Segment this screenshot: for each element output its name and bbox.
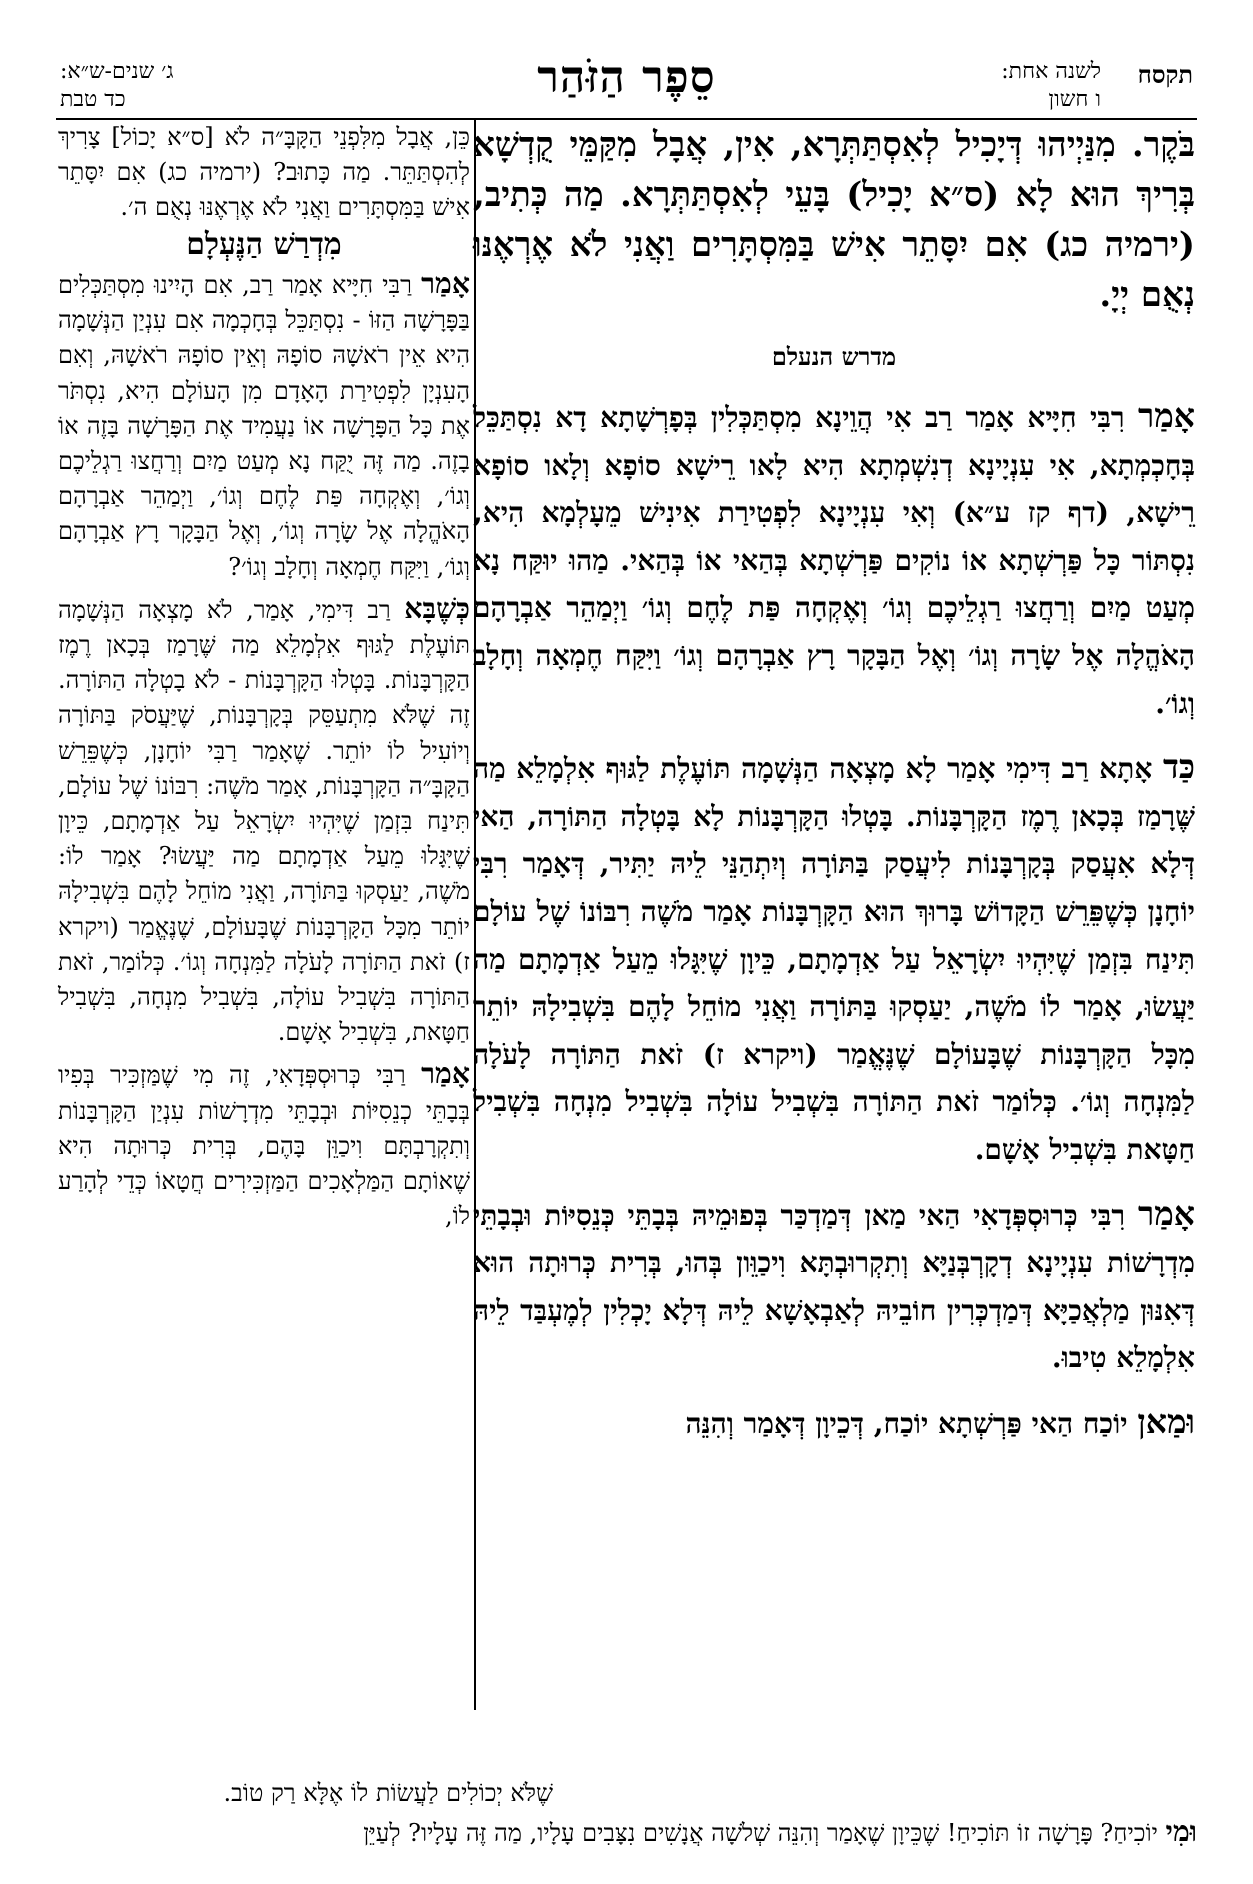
main-paragraph-3 [473,1190,1195,1382]
three-year-cycle-label: ג׳ שנים-ש״א: [60,59,174,84]
one-year-cycle-label: לשנה אחת: [1001,59,1101,84]
bottom-line2-text: יוֹכִיחַ? פָּרָשָׁה זוֹ תּוֹכִיחַ! שֶׁכֵּיוָן שֶׁאָמַר וְהִנֵּה שְׁלֹשָׁה אֲנָשִׁים נִצָּבִים עָלָיו, מַה זֶּה עָלָיו? לְעַיֵּן [363,1819,1166,1847]
side-section-heading: מִדְרַשׁ הַנֶּעְלָם [186,227,342,262]
page-title: סֵפֶר הַזֹּהַר [537,52,716,103]
main-para3-first-word: אָמַר [1137,1193,1195,1233]
main-aramaic-column [473,120,1195,1463]
bottom-line-2 [56,1814,1197,1850]
main-para1-text: רִבִּי חִיָּיא אָמַר רַב אִי הֲוֵינָא מִסְתַּכְּלִין בְּפָרְשָׁתָא דָא נִסְתַּכֵּל בְּחָכְמְתָא, אִי עִנְיָינָא דְנִשְׁמְתָא הִיא לָאו רֵישָׁא סוֹפָא וְלָאו סוֹפָא רֵישָׁא, (דף קז ע״א) וְאִי עִנְיָינָא לִפְטִירַת אִינִישׁ מֵעָלְמָא הִיא, נִסְתּוֹר כָּל פַּרְשְׁתָא אוֹ נוֹקִים פַּרְשְׁתָא בְּהַאי אוֹ בְּהַאי. מַהוּ יוּקַּח נָא מְעַט מַיִם וְרַחֲצוּ רַגְלֵיכֶם וְגוֹ׳ וְאֶקְחָה פַּת לֶחֶם וְגוֹ׳ וַיְמַהֵר אַבְרָהָם הָאֹהֱלָה אֶל שָׂרָה וְגוֹ׳ וְאֶל הַבָּקָר רָץ אַבְרָהָם וְגוֹ׳ וַיִּקַּח חֶמְאָה וְחָלָב וְגוֹ׳. [473,401,1195,720]
main-section-heading: מדרש הנעלם [771,342,897,371]
bottom-line-1: שֶׁלֹּא יְכוֹלִים לַעֲשׂוֹת לוֹ אֶלָּא רַק טוֹב. [223,1779,553,1807]
main-para4-first-word: וּמַאן [1137,1401,1195,1441]
side-paragraph-3 [58,1056,470,1234]
bottom-line2-first-word: וּמִי [1165,1814,1197,1848]
one-year-cycle-date: ו חשון [1048,87,1101,112]
side-para1-text: רַבִּי חִיָּיא אָמַר רַב, אִם הָיִינוּ מִסְתַּכְּלִים בַּפָּרָשָׁה הַזּוֹ - נִסְתַּכֵּל בְּחָכְמָה אִם עִנְיַן הַנְּשָׁמָה הִיא אֵין רֹאשָׁהּ סוֹפָהּ וְאֵין סוֹפָהּ רֹאשָׁהּ, וְאִם הָעִנְיָן לִפְטִירַת הָאָדָם מִן הָעוֹלָם הִיא, נִסְתֹּר אֶת כָּל הַפָּרָשָׁה אוֹ נַעֲמִיד אֶת הַפָּרָשָׁה בָּזֶה אוֹ בָזֶה. מַה זֶּה יֻקַּח נָא מְעַט מַיִם וְרַחֲצוּ רַגְלֵיכֶם וְגוֹ׳, וְאֶקְחָה פַּת לֶחֶם וְגוֹ׳, וַיְמַהֵר אַבְרָהָם הָאֹהֱלָה אֶל שָׂרָה וְגוֹ׳, וְאֶל הַבָּקָר רָץ אַבְרָהָם וְגוֹ׳, וַיִּקַּח חֶמְאָה וְחָלָב וְגוֹ׳? [58,271,471,581]
main-paragraph-1 [473,392,1195,727]
main-para3-text: רִבִּי כְּרוּסְפְּדָאִי הַאי מַאן דְּמַדְכַּר בְּפוּמֵיהּ בְּבָתֵּי כְּנֵסִיּוֹת וּבְבָתֵּי מִדְרָשׁוֹת עִנְיָינָא דְקָרְבְּנַיָּא וְתִקְרוּבְתָּא וִיכַוֵּון בְּהוּ, בְּרִית כְּרוּתָה הוּא דְּאִנּוּן מַלְאֲכַיָּא דְּמַדְכְּרִין חוֹבֵיהּ לְאַבְאָשָׁא לֵיהּ דְּלָא יָכְלִין לְמֶעְבַּד לֵיהּ אִלְמָלֵא טִיבוּ. [473,1198,1195,1375]
main-lead-text: בֹּקֶר. מִנַּיְיהוּ דְּיָכִיל לְאִסְתַּתְּרָא, אִין, אֲבָל מִקַּמֵּי קֻדְשָׁא בְּרִיךְ הוּא לָא (ס״א יָכִיל) בָּעֵי לְאִסְתַּתְּרָא. מַה כְּתִיב, (ירמיה כג) אִם יִסָּתֵר אִישׁ בַּמִּסְתָּרִים וַאֲנִי לֹא אֶרְאֶנּוּ נְאֻם יְיָ. [473,125,1195,315]
main-para1-first-word: אָמַר [1137,396,1195,435]
side-lead-text: כֵּן, אֲבָל מִלִּפְנֵי הַקָּבָּ״ה לֹא [ס״א יָכוֹל] צָרִיךְ לְהִסְתַּתֵּר. מַה כָּתוּב? (ירמיה כג) אִם יִסָּתֵר אִישׁ בַּמִּסְתָּרִים וַאֲנִי לֹא אֶרְאֶנּוּ נְאֻם ה׳. [58,123,470,221]
side-paragraph-1 [58,266,470,585]
main-paragraph-2 [473,743,1195,1173]
side-paragraph-2 [58,591,470,1051]
main-para4-text: יוֹכַח הַאי פַּרְשְׁתָא יוֹכַח, דְּכֵיוָן דְּאָמַר וְהִנֵּה [685,1406,1138,1440]
main-para2-text: אָתָא רַב דִּימִי אָמַר לָא מָצְאָה הַנְּשָׁמָה תּוֹעֶלֶת לַגּוּף אִלְמָלֵא מַה שֶּׁרָמַז בְּכָאן רֶמֶז הַקָּרְבָּנוֹת. בָּטְלוּ הַקָּרְבָּנוֹת לָא בָּטְלָה הַתּוֹרָה, הַאי דְּלָא אִעֲסַק בְּקָרְבָּנוֹת לִיעֲסַק בַּתּוֹרָה וְיִתְהַנֵּי לֵיהּ יַתִּיר, דְּאָמַר רִבִּי יוֹחָנָן כְּשֶׁפֵּרֵשׁ הַקָּדוֹשׁ בָּרוּךְ הוּא הַקָּרְבָּנוֹת אָמַר מֹשֶׁה רִבּוֹנוֹ שֶׁל עוֹלָם תִּינַח בִּזְמַן שֶׁיִּהְיוּ יִשְׂרָאֵל עַל אַדְמָתָם, כֵּיוָן שֶׁיִּגָּלוּ מֵעַל אַדְמָתָם מַה יַּעֲשׂוּ, אָמַר לוֹ מֹשֶׁה, יַעַסְקוּ בַּתּוֹרָה וַאֲנִי מוֹחֵל לָהֶם בִּשְׁבִילָהּ יוֹתֵר מִכָּל הַקָּרְבָּנוֹת שֶׁבָּעוֹלָם שֶׁנֶּאֱמַר (ויקרא ז) זֹאת הַתּוֹרָה לָעֹלָה לַמִּנְחָה וְגוֹ׳. כְּלוֹמַר זֹאת הַתּוֹרָה בִּשְׁבִיל עוֹלָה בִּשְׁבִיל מִנְחָה בִּשְׁבִיל חַטָּאת בִּשְׁבִיל אָשָׁם. [473,752,1196,1166]
side-para3-text: רַבִּי כְּרוּסְפְּדָאִי, זֶה מִי שֶׁמַּזְכִּיר בְּפִיו בְּבָתֵּי כְנֵסִיּוֹת וּבְבָתֵּי מִדְרָשׁוֹת עִנְיַן הַקָּרְבָּנוֹת וְתִקְרָבְתָּם וִיכַוֵּן בָּהֶם, בְּרִית כְּרוּתָה הִיא שֶׁאוֹתָם הַמַּלְאָכִים הַמַּזְכִּירִים חֲטָאוֹ כְּדֵי לְהָרַע לוֹ, [58,1061,470,1231]
side-para3-first-word: אָמַר [421,1056,470,1091]
side-para1-first-word: אָמַר [421,266,470,300]
main-paragraph-4 [473,1398,1195,1448]
main-para2-first-word: כַּד [1162,747,1195,787]
side-para2-text: רַב דִּימִי, אָמַר, לֹא מָצְאָה הַנְּשָׁמָה תּוֹעֶלֶת לַגּוּף אִלְמָלֵא מַה שֶּׁרָמַז בְּכָאן רֶמֶז הַקָּרְבָּנוֹת. בָּטְלוּ הַקָּרְבָּנוֹת - לֹא בָטְלָה הַתּוֹרָה. זֶה שֶׁלֹּא מִתְעַסֵּק בְּקָרְבָּנוֹת, שֶׁיַּעֲסֹק בַּתּוֹרָה וְיוֹעִיל לוֹ יוֹתֵר. שֶׁאָמַר רַבִּי יוֹחָנָן, כְּשֶׁפֵּרֵשׁ הַקָּבָּ״ה הַקָּרְבָּנוֹת, אָמַר מֹשֶׁה: רִבּוֹנוֹ שֶׁל עוֹלָם, תִּינַח בִּזְמַן שֶׁיִּהְיוּ יִשְׂרָאֵל עַל אַדְמָתָם, כֵּיוָן שֶׁיִּגָּלוּ מֵעַל אַדְמָתָם מַה יַּעֲשׂוּ? אָמַר לוֹ: מֹשֶׁה, יַעַסְקוּ בַּתּוֹרָה, וַאֲנִי מוֹחֵל לָהֶם בִּשְׁבִילָהּ יוֹתֵר מִכָּל הַקָּרְבָּנוֹת שֶׁבָּעוֹלָם, שֶׁנֶּאֱמַר (ויקרא ז) זֹאת הַתּוֹרָה לָעֹלָה לַמִּנְחָה וְגוֹ׳. כְּלוֹמַר, זֹאת הַתּוֹרָה בִּשְׁבִיל עוֹלָה, בִּשְׁבִיל מִנְחָה, בִּשְׁבִיל חַטָּאת, בִּשְׁבִיל אָשָׁם. [58,595,470,1047]
hebrew-translation-column [58,120,470,1240]
three-year-cycle-date: כד טבת [60,87,126,112]
page-number: תקסח [1137,60,1193,89]
side-para2-first-word: כְּשֶׁבָּא [404,590,470,625]
three-year-cycle [60,58,174,118]
